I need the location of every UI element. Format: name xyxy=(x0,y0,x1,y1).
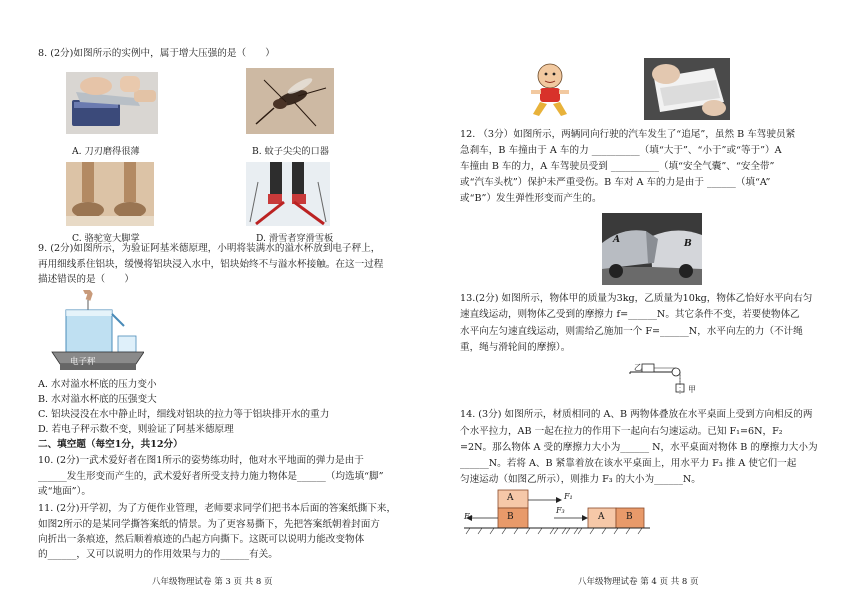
q13-line-3: 水平向左匀速直线运动，则需给乙施加一个 F=______N，水平向左的力（不计绳 xyxy=(460,326,803,337)
q11-line-2: 如图2所示的是某同学撕答案纸的情景。为了更容易撕下，先把答案纸朝着封面方 xyxy=(38,519,380,530)
car-rear-end-photo xyxy=(602,213,702,285)
q8-option-a: A. 刀刃磨得很薄 xyxy=(72,146,140,157)
q14-label-a-side: A xyxy=(598,512,605,522)
q14-line-5: 匀速运动（如图乙所示），则推力 F₃ 的大小为______N。 xyxy=(460,474,701,485)
q14-line-2: 个水平拉力，AB 一起在拉力的作用下一起向右匀速运动。已知 F₁=6N，F₂ xyxy=(460,426,783,437)
q9-option-a: A. 水对溢水杯底的压力变小 xyxy=(38,379,157,390)
car-label-b: B xyxy=(684,238,692,249)
q8-knife-image xyxy=(66,72,158,134)
q14-label-b-side: B xyxy=(626,512,633,522)
q8-camel-feet-image xyxy=(66,162,154,226)
q13-line-4: 重，绳与滑轮间的摩擦）。 xyxy=(460,342,571,353)
q9-stem-line-2: 再用细线系住铝块，缓慢将铝块浸入水中，铝块始终不与溢水杯接触。在这一过程 xyxy=(38,259,384,270)
q10-line-3: 或“地面”）。 xyxy=(38,486,91,497)
q9-stem-line-1: 9. (2分)如图所示，为验证阿基米德原理，小明将装满水的溢水杯放到电子秤上， xyxy=(38,243,381,254)
q13-line-2: 速直线运动，则物体乙受到的摩擦力 f=______N。其它条件不变，若要使物体乙 xyxy=(460,309,800,320)
q13-label-jia: 甲 xyxy=(688,385,696,394)
right-page-footer: 八年级物理试卷 第 4 页 共 8 页 xyxy=(578,577,699,587)
q14-label-f3: F₃ xyxy=(556,506,565,515)
q10-line-2: ______发生形变而产生的，武术爱好者所受支持力施力物体是______（均选填“脚” xyxy=(38,471,384,482)
q8-mosquito-image xyxy=(246,68,334,134)
q9-scale-label: 电子秤 xyxy=(70,357,96,367)
car-label-a: A xyxy=(613,234,621,245)
q11-line-1: 11. (2分)开学初，为了方便作业管理，老师要求同学们把书本后面的答案纸撕下来， xyxy=(38,503,397,514)
q13-label-yi: 乙 xyxy=(634,363,642,372)
q14-line-3: =2N。那么物体 A 受的摩擦力大小为______ N，水平桌面对物体 B 的摩擦力大小为 xyxy=(460,442,818,453)
q8-stem: 8. (2分)如图所示的实例中，属于增大压强的是（ ） xyxy=(38,48,275,59)
tearing-paper-photo xyxy=(644,58,730,120)
q14-label-a-stack: A xyxy=(507,493,514,503)
q8-option-b: B. 蚊子尖尖的口器 xyxy=(252,146,329,157)
q12-line-1: 12. （3分）如图所示，两辆同向行驶的汽车发生了“追尾”，虽然 B 车驾驶员紧 xyxy=(460,129,796,140)
q11-line-3: 向折出一条痕迹，然后顺着痕迹的凸起方向撕下。这既可以说明力能改变物体 xyxy=(38,534,365,545)
q9-option-c: C. 铝块浸没在水中静止时，细线对铝块的拉力等于铝块排开水的重力 xyxy=(38,409,330,420)
martial-artist-cartoon xyxy=(525,60,575,118)
q8-skier-image xyxy=(246,162,330,226)
q13-line-1: 13.(2分) 如图所示，物体甲的质量为3kg，乙质量为10kg，物体乙恰好水平向右匀 xyxy=(460,293,813,304)
q12-line-4: 或“汽车头枕”）保护未严重受伤。B 车对 A 车的力是由于 ______（填“A” xyxy=(460,177,771,188)
q9-option-d: D. 若电子秤示数不变，则验证了阿基米德原理 xyxy=(38,424,234,435)
q10-line-1: 10. (2分)一武术爱好者在图1所示的姿势练功时，他对水平地面的弹力是由于 xyxy=(38,455,364,466)
section-fill-in-title: 二、填空题（每空1分，共12分） xyxy=(38,439,183,450)
page-right xyxy=(430,0,860,608)
q9-option-b: B. 水对溢水杯底的压强变大 xyxy=(38,394,157,405)
q9-stem-line-3: 描述错误的是（ ） xyxy=(38,274,134,285)
q12-line-2: 急刹车，B 车撞由于 A 车的力 __________（填“大于”、“小于”或“等于”）A xyxy=(460,145,782,156)
q14-label-f1: F₁ xyxy=(564,492,573,501)
q12-line-5: 或“B”）发生弹性形变而产生的。 xyxy=(460,193,602,204)
q8-option-c: C. 骆驼宽大脚掌 xyxy=(72,233,140,244)
q14-line-1: 14. (3分) 如图所示，材质相同的 A、B 两物体叠放在水平桌面上受到方向相反的两 xyxy=(460,409,813,420)
q8-option-d: D. 滑雪者穿滑雪板 xyxy=(256,233,334,244)
q14-label-f2: F₂ xyxy=(464,512,473,521)
q14-line-4: ______N。若将 A、B 紧靠着放在该水平桌面上，用水平力 F₃ 推 A 使它们一起 xyxy=(460,458,797,469)
q11-line-4: 的______，又可以说明力的作用效果与力的______有关。 xyxy=(38,549,278,560)
q14-label-b-stack: B xyxy=(507,512,514,522)
left-page-footer: 八年级物理试卷 第 3 页 共 8 页 xyxy=(152,577,273,587)
q12-line-3: 车撞由 B 车的力，A 车驾驶员受到 __________（填“安全气囊”、“安全带” xyxy=(460,161,775,172)
